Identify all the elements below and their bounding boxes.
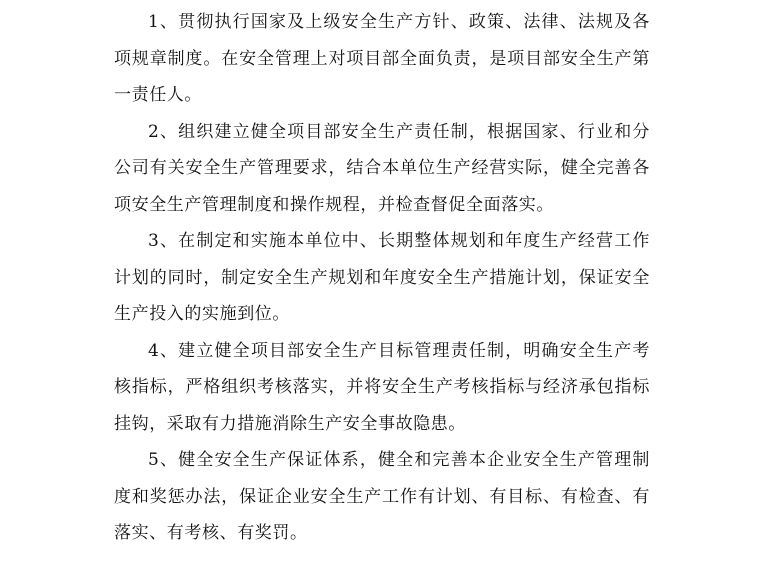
paragraph-2: 2、组织建立健全项目部安全生产责任制，根据国家、行业和分公司有关安全生产管理要求，结合本单位生产经营实际，健全完善各项安全生产管理制度和操作规程，并检查督促全面落实。 [114,121,650,215]
document-body [114,4,650,552]
paragraph-3: 3、在制定和实施本单位中、长期整体规划和年度生产经营工作计划的同时，制定安全生产规划和年度安全生产措施计划，保证安全生产投入的实施到位。 [114,231,650,324]
paragraph-1: 1、贯彻执行国家及上级安全生产方针、政策、法律、法规及各项规章制度。在安全管理上对项目部全面负责，是项目部安全生产第一责任人。 [114,12,650,105]
paragraph-5: 5、健全安全生产保证体系，健全和完善本企业安全生产管理制度和奖惩办法，保证企业安全生产工作有计划、有目标、有检查、有落实、有考核、有奖罚。 [114,450,650,543]
paragraph-4: 4、建立健全项目部安全生产目标管理责任制，明确安全生产考核指标，严格组织考核落实，并将安全生产考核指标与经济承包指标挂钩，采取有力措施消除生产安全事故隐患。 [114,340,650,434]
